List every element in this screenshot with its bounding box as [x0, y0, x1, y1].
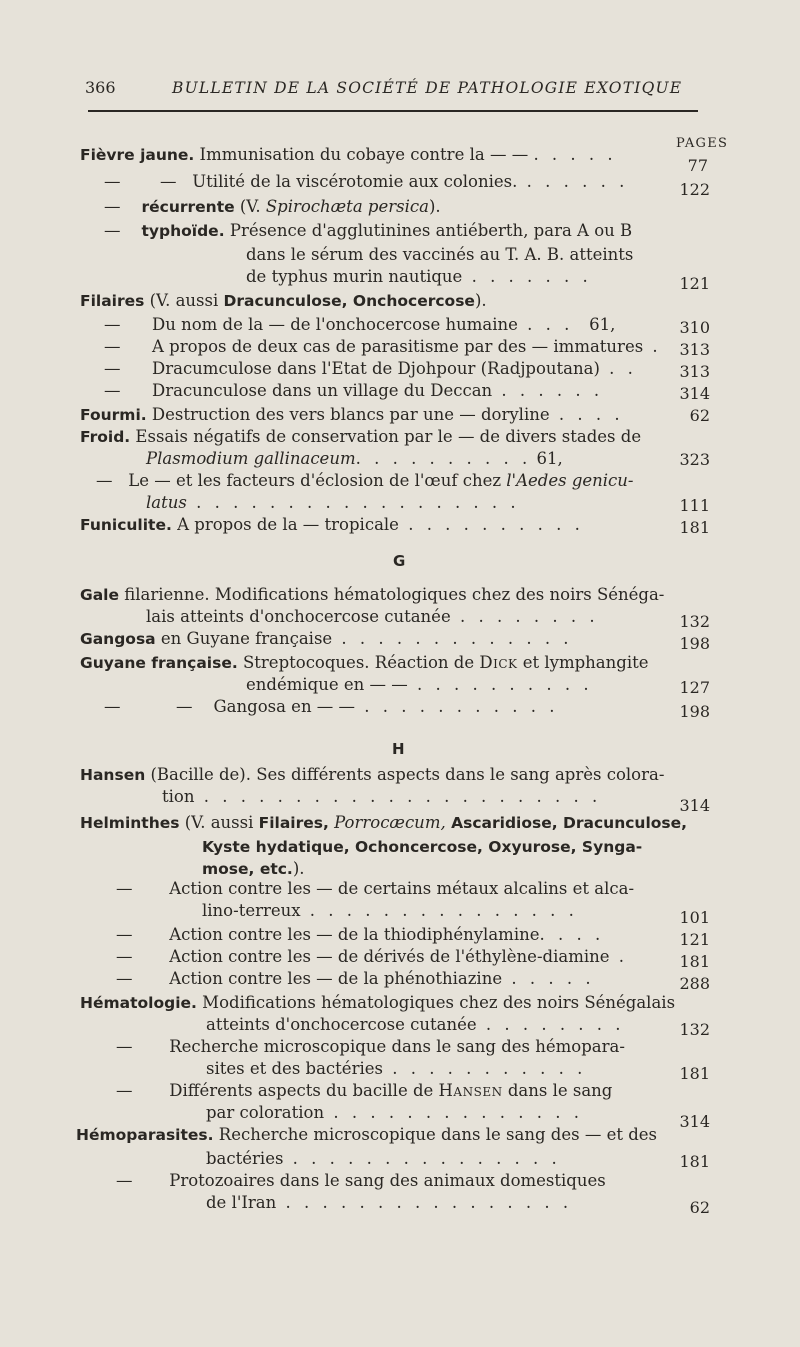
leader-dots: . . . . [539, 925, 605, 944]
index-entry-cont [206, 1058, 586, 1080]
entry-text: (Bacille de). Ses différents aspects dans le sang après colora- [145, 765, 665, 784]
index-entry-fievre-jaune [80, 144, 617, 166]
entry-text: Différents aspects du bacille de [169, 1081, 439, 1100]
index-entry-cont [246, 266, 592, 288]
index-entry-sub [104, 380, 603, 402]
page-ref: 314 [679, 796, 710, 815]
entry-text: en Guyane française [155, 629, 333, 648]
page-ref: 310 [679, 318, 710, 337]
leader-dots: . . . . . . . . . . . . . . . . . . . . . . [194, 787, 602, 806]
index-entry-typhoide [104, 220, 632, 242]
leader-dots: . . . . . . . . . . . [382, 1059, 587, 1078]
leader-dots: . . . . . . . . . . . [355, 697, 559, 716]
entry-text: Présence d'agglutinines antiéberth, para A ou B [224, 221, 633, 240]
entry-term: mose, etc. [202, 860, 293, 878]
entry-text: Dracunculose dans un village du Deccan [151, 381, 493, 400]
index-entry-sub [104, 314, 615, 336]
page-ref: 62 [689, 406, 710, 425]
entry-text: (V. [234, 197, 266, 216]
entry-text: Du nom de la — de l'onchocercose humaine [151, 315, 518, 334]
dash: — [104, 172, 121, 191]
entry-italic: Spirochæta persica [265, 197, 429, 216]
page-ref-extra: 61, [536, 449, 563, 468]
index-entry-hansen [80, 764, 664, 786]
entry-text: de typhus murin nautique [246, 267, 463, 286]
leader-dots: . . . . . . . . . . . . . . . . [276, 1193, 573, 1212]
dash: — [116, 969, 133, 988]
entry-term: Froid. [80, 428, 131, 446]
entry-italic: l'Aedes genicu- [506, 471, 634, 490]
leader-dots: . . . . . . . . . . . . . . [324, 1103, 583, 1122]
entry-text: endémique en — — [246, 675, 408, 694]
entry-italic: Porrocæcum, [328, 813, 446, 832]
entry-italic: latus [146, 493, 187, 512]
index-entry-gangosa [80, 628, 573, 650]
dash: — [116, 879, 133, 898]
dash: — [104, 381, 121, 400]
page-ref: 314 [679, 384, 710, 403]
leader-dots: . . . . . . . . . . [355, 449, 532, 468]
index-entry-cont [202, 836, 642, 858]
dash: — [104, 315, 121, 334]
entry-text: Dracumculose dans l'Etat de Djohpour (Radjpoutana) [151, 359, 600, 378]
entry-text: tion [162, 787, 195, 806]
dash: — [116, 925, 133, 944]
entry-term: Kyste hydatique, Ochoncercose, Oxyurose, Synga- [202, 838, 643, 856]
page-ref: 181 [679, 952, 710, 971]
entry-text: Destruction des vers blancs par une — doryline [146, 405, 550, 424]
index-entry-froid [80, 426, 641, 448]
leader-dots: . . . [517, 315, 574, 334]
leader-dots: . . . . . . [517, 172, 629, 191]
leader-dots: . . . . [549, 405, 624, 424]
index-entry-sub [116, 924, 604, 946]
leader-dots: . . . . . . . . [476, 1015, 625, 1034]
index-entry-sub [116, 1036, 625, 1058]
entry-text: atteints d'onchocercose cutanée [206, 1015, 477, 1034]
entry-text: A propos de la — tropicale [171, 515, 399, 534]
pages-column-label: PAGES [676, 136, 729, 151]
entry-text: lais atteints d'onchocercose cutanée [146, 607, 451, 626]
entry-term: Filaires, [258, 814, 329, 832]
page-ref: 111 [679, 496, 710, 515]
entry-term: Ascaridiose, Dracunculose, [445, 814, 688, 832]
dash: — [160, 172, 177, 191]
entry-smallcaps: Dick [479, 653, 518, 672]
index-entry-helminthes [80, 812, 687, 834]
index-entry-sub [116, 1080, 612, 1102]
dash: — [104, 359, 121, 378]
index-entry-hematologie [80, 992, 675, 1014]
dash: — [104, 197, 121, 216]
entry-text: Gangosa en — — [213, 697, 356, 716]
leader-dots: . . . . . [533, 145, 617, 164]
entry-text: A propos de deux cas de parasitisme par des — immatures [151, 337, 644, 356]
page-ref: 62 [689, 1198, 710, 1217]
dash: — [116, 1081, 133, 1100]
leader-dots: . . . . . . . . . . . . . . . [300, 901, 578, 920]
index-entry-cont [246, 244, 633, 266]
index-entry-cont [206, 1014, 625, 1036]
entry-text: lino-terreux [202, 901, 301, 920]
page-ref: 288 [679, 974, 710, 993]
entry-text: Le — et les facteurs d'éclosion de l'œuf chez [128, 471, 507, 490]
entry-text: filarienne. Modifications hématologiques chez des noirs Sénéga- [119, 585, 665, 604]
leader-dots: . . . . . . . . . . . . . . . [283, 1149, 561, 1168]
index-entry-hemoparasites [76, 1124, 657, 1146]
page-ref: 198 [679, 634, 710, 653]
page-ref: 101 [679, 908, 710, 927]
page-ref: 323 [679, 450, 710, 469]
entry-term: Hématologie. [80, 994, 197, 1012]
entry-text: Action contre les — de certains métaux alcalins et alca- [169, 879, 635, 898]
entry-term: Fièvre jaune. [80, 146, 195, 164]
entry-text: Utilité de la viscérotomie aux colonies. [192, 172, 518, 191]
entry-term: Fourmi. [80, 406, 147, 424]
page-ref-extra: 61, [589, 315, 616, 334]
index-entry-guyane [80, 652, 649, 674]
index-entry-cont [206, 1102, 583, 1124]
leader-dots: . . [599, 359, 637, 378]
entry-text: par coloration [206, 1103, 325, 1122]
header-rule [88, 110, 698, 112]
dash: — [104, 337, 121, 356]
section-letter-h: H [392, 740, 405, 758]
entry-text: dans le sang [502, 1081, 613, 1100]
index-entry-cont [146, 606, 599, 628]
index-entry-cont [146, 448, 563, 470]
entry-text: Protozoaires dans le sang des animaux domestiques [169, 1171, 606, 1190]
leader-dots: . . . . . . . . . . [398, 515, 584, 534]
dash: — [96, 471, 113, 490]
page-ref: 127 [679, 678, 710, 697]
entry-term: Guyane française. [80, 654, 238, 672]
page-ref: 132 [679, 1020, 710, 1039]
index-entry-sub [104, 696, 121, 718]
section-letter-g: G [393, 552, 406, 570]
leader-dots: . . . . . . . . . . . . . [332, 629, 573, 648]
entry-term: récurrente [141, 198, 235, 216]
index-entry-cont [162, 786, 601, 808]
leader-dots: . . . . . . . . . . . . . . . . . . [186, 493, 520, 512]
leader-dots: . . . . . . . . . . [407, 675, 593, 694]
index-entry-visceratomie [160, 171, 628, 193]
page-ref: 314 [679, 1112, 710, 1131]
entry-term: Funiculite. [80, 516, 172, 534]
page-ref: 181 [679, 518, 710, 537]
leader-dots: . . . . . . [492, 381, 604, 400]
dash: — [176, 697, 193, 716]
page-ref: 121 [679, 274, 710, 293]
index-entry-sub [104, 336, 662, 358]
entry-text: Recherche microscopique dans le sang des hémopara- [169, 1037, 625, 1056]
entry-text: Action contre les — de dérivés de l'éthylène-diamine [169, 947, 610, 966]
dash: — [116, 1171, 133, 1190]
leader-dots: . [643, 337, 662, 356]
entry-term: Gale [80, 586, 120, 604]
entry-text: et lymphangite [517, 653, 649, 672]
entry-text: ). [474, 291, 487, 310]
page-ref: 77 [687, 156, 708, 175]
entry-term: typhoïde. [141, 222, 225, 240]
leader-dots: . . . . . . . [462, 267, 592, 286]
entry-smallcaps: Hansen [438, 1081, 503, 1100]
page-ref: 121 [679, 930, 710, 949]
entry-text: Action contre les — de la phénothiazine [169, 969, 503, 988]
dash: — [104, 697, 121, 716]
index-entry-filaires [80, 290, 487, 312]
index-entry-sub [104, 358, 637, 380]
journal-title: BULLETIN DE LA SOCIÉTÉ DE PATHOLOGIE EXOTIQUE [172, 79, 683, 97]
index-entry-cont [206, 1148, 561, 1170]
index-entry-cont [246, 674, 593, 696]
entry-text: Recherche microscopique dans le sang des — et des [213, 1125, 658, 1144]
entry-term: Hémoparasites. [76, 1126, 214, 1144]
entry-text: Streptocoques. Réaction de [237, 653, 480, 672]
entry-text: Action contre les — de la thiodiphénylamine [169, 925, 540, 944]
entry-text: ). [292, 859, 305, 878]
index-entry-gangosa-guyane [176, 696, 558, 718]
entry-text: de l'Iran [206, 1193, 277, 1212]
entry-text: Immunisation du cobaye contre la — — [194, 145, 534, 164]
entry-text: (V. aussi [144, 291, 224, 310]
index-entry-sub [96, 470, 634, 492]
entry-text: dans le sérum des vaccinés au T. A. B. atteints [246, 245, 634, 264]
page-ref: 181 [679, 1064, 710, 1083]
entry-term: Helminthes [80, 814, 180, 832]
page-ref: 313 [679, 340, 710, 359]
entry-text: sites et des bactéries [206, 1059, 383, 1078]
index-entry-cont [146, 492, 520, 514]
entry-text: (V. aussi [179, 813, 259, 832]
page-ref: 181 [679, 1152, 710, 1171]
page-ref: 122 [679, 180, 710, 199]
entry-text: Modifications hématologiques chez des noirs Sénégalais [196, 993, 676, 1012]
page-ref: 198 [679, 702, 710, 721]
entry-term: Hansen [80, 766, 146, 784]
leader-dots: . . . . . . . . [450, 607, 599, 626]
index-entry-sub [116, 1170, 606, 1192]
entry-term: Dracunculose, Onchocercose [223, 292, 475, 310]
index-entry-cont [206, 1192, 572, 1214]
index-entry-sub [104, 171, 121, 193]
leader-dots: . . . . . [502, 969, 595, 988]
index-entry-sub [116, 878, 634, 900]
leader-dots: . [609, 947, 629, 966]
index-entry-cont [202, 858, 305, 880]
index-entry-gale [80, 584, 664, 606]
entry-term: Gangosa [80, 630, 156, 648]
index-entry-sub [116, 968, 595, 990]
dash: — [104, 221, 121, 240]
entry-text: ). [428, 197, 441, 216]
index-entry-cont [202, 900, 578, 922]
entry-term: Filaires [80, 292, 145, 310]
index-entry-sub [116, 946, 628, 968]
dash: — [116, 947, 133, 966]
index-entry-fourmi [80, 404, 624, 426]
page-ref: 313 [679, 362, 710, 381]
entry-text: bactéries [206, 1149, 284, 1168]
index-entry-funiculite [80, 514, 584, 536]
index-entry-recurrente [104, 196, 441, 218]
page-ref: 132 [679, 612, 710, 631]
dash: — [116, 1037, 133, 1056]
entry-italic: Plasmodium gallinaceum [146, 449, 356, 468]
running-header [85, 78, 697, 108]
entry-text: Essais négatifs de conservation par le — de divers stades de [130, 427, 642, 446]
page-number: 366 [85, 78, 116, 97]
